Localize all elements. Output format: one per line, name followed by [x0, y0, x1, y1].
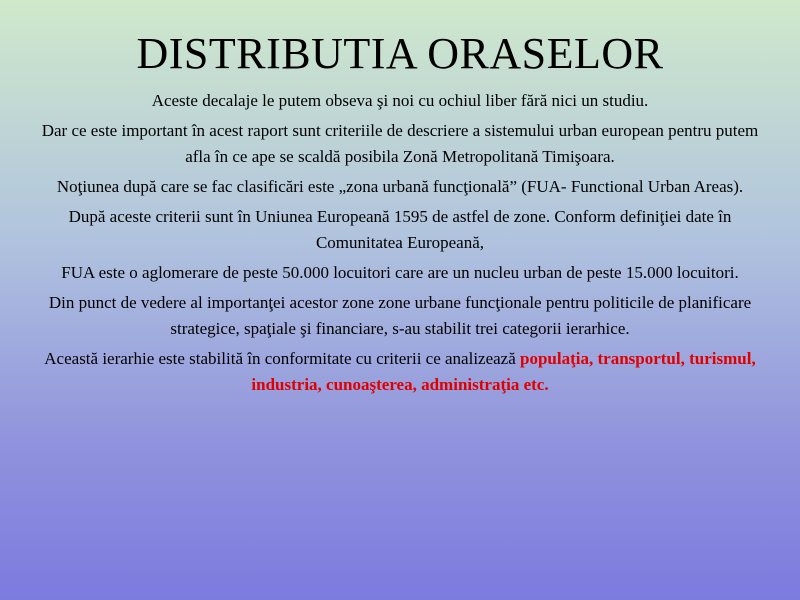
highlighted-criteria: populaţia, transportul, turismul, industria, cunoaşterea, administraţia etc.	[251, 349, 756, 394]
paragraph-1: Aceste decalaje le putem obseva şi noi cu ochiul liber fără nici un studiu.	[151, 91, 649, 110]
paragraph-4: După aceste criterii sunt în Uniunea Europeană 1595 de astfel de zone. Conform definiţiei date în Comunitatea Europeană,	[68, 207, 732, 252]
paragraph-2: Dar ce este important în acest raport sunt criteriile de descriere a sistemului urban european pentru putem afla în ce ape se scaldă posibila Zonă Metropolitană Timişoara.	[41, 121, 759, 166]
slide-title: DISTRIBUTIA ORASELOR	[136, 29, 664, 78]
paragraph-5: FUA este o aglomerare de peste 50.000 locuitori care are un nucleu urban de peste 15.000 locuitori.	[61, 263, 739, 282]
paragraph-7-text: Această ierarhie este stabilită în conformitate cu criterii ce analizează	[44, 349, 516, 368]
paragraph-3: Noţiunea după care se fac clasificări este „zona urbană funcţională” (FUA- Functional Urban Areas).	[56, 177, 744, 196]
paragraph-6: Din punct de vedere al importanţei acestor zone zone urbane funcţionale pentru politicile de planificare strategice, spaţiale şi financiare, s-au stabilit trei categorii ierarhice.	[48, 293, 752, 338]
slide-body	[40, 88, 760, 402]
paragraph-7	[40, 346, 760, 398]
